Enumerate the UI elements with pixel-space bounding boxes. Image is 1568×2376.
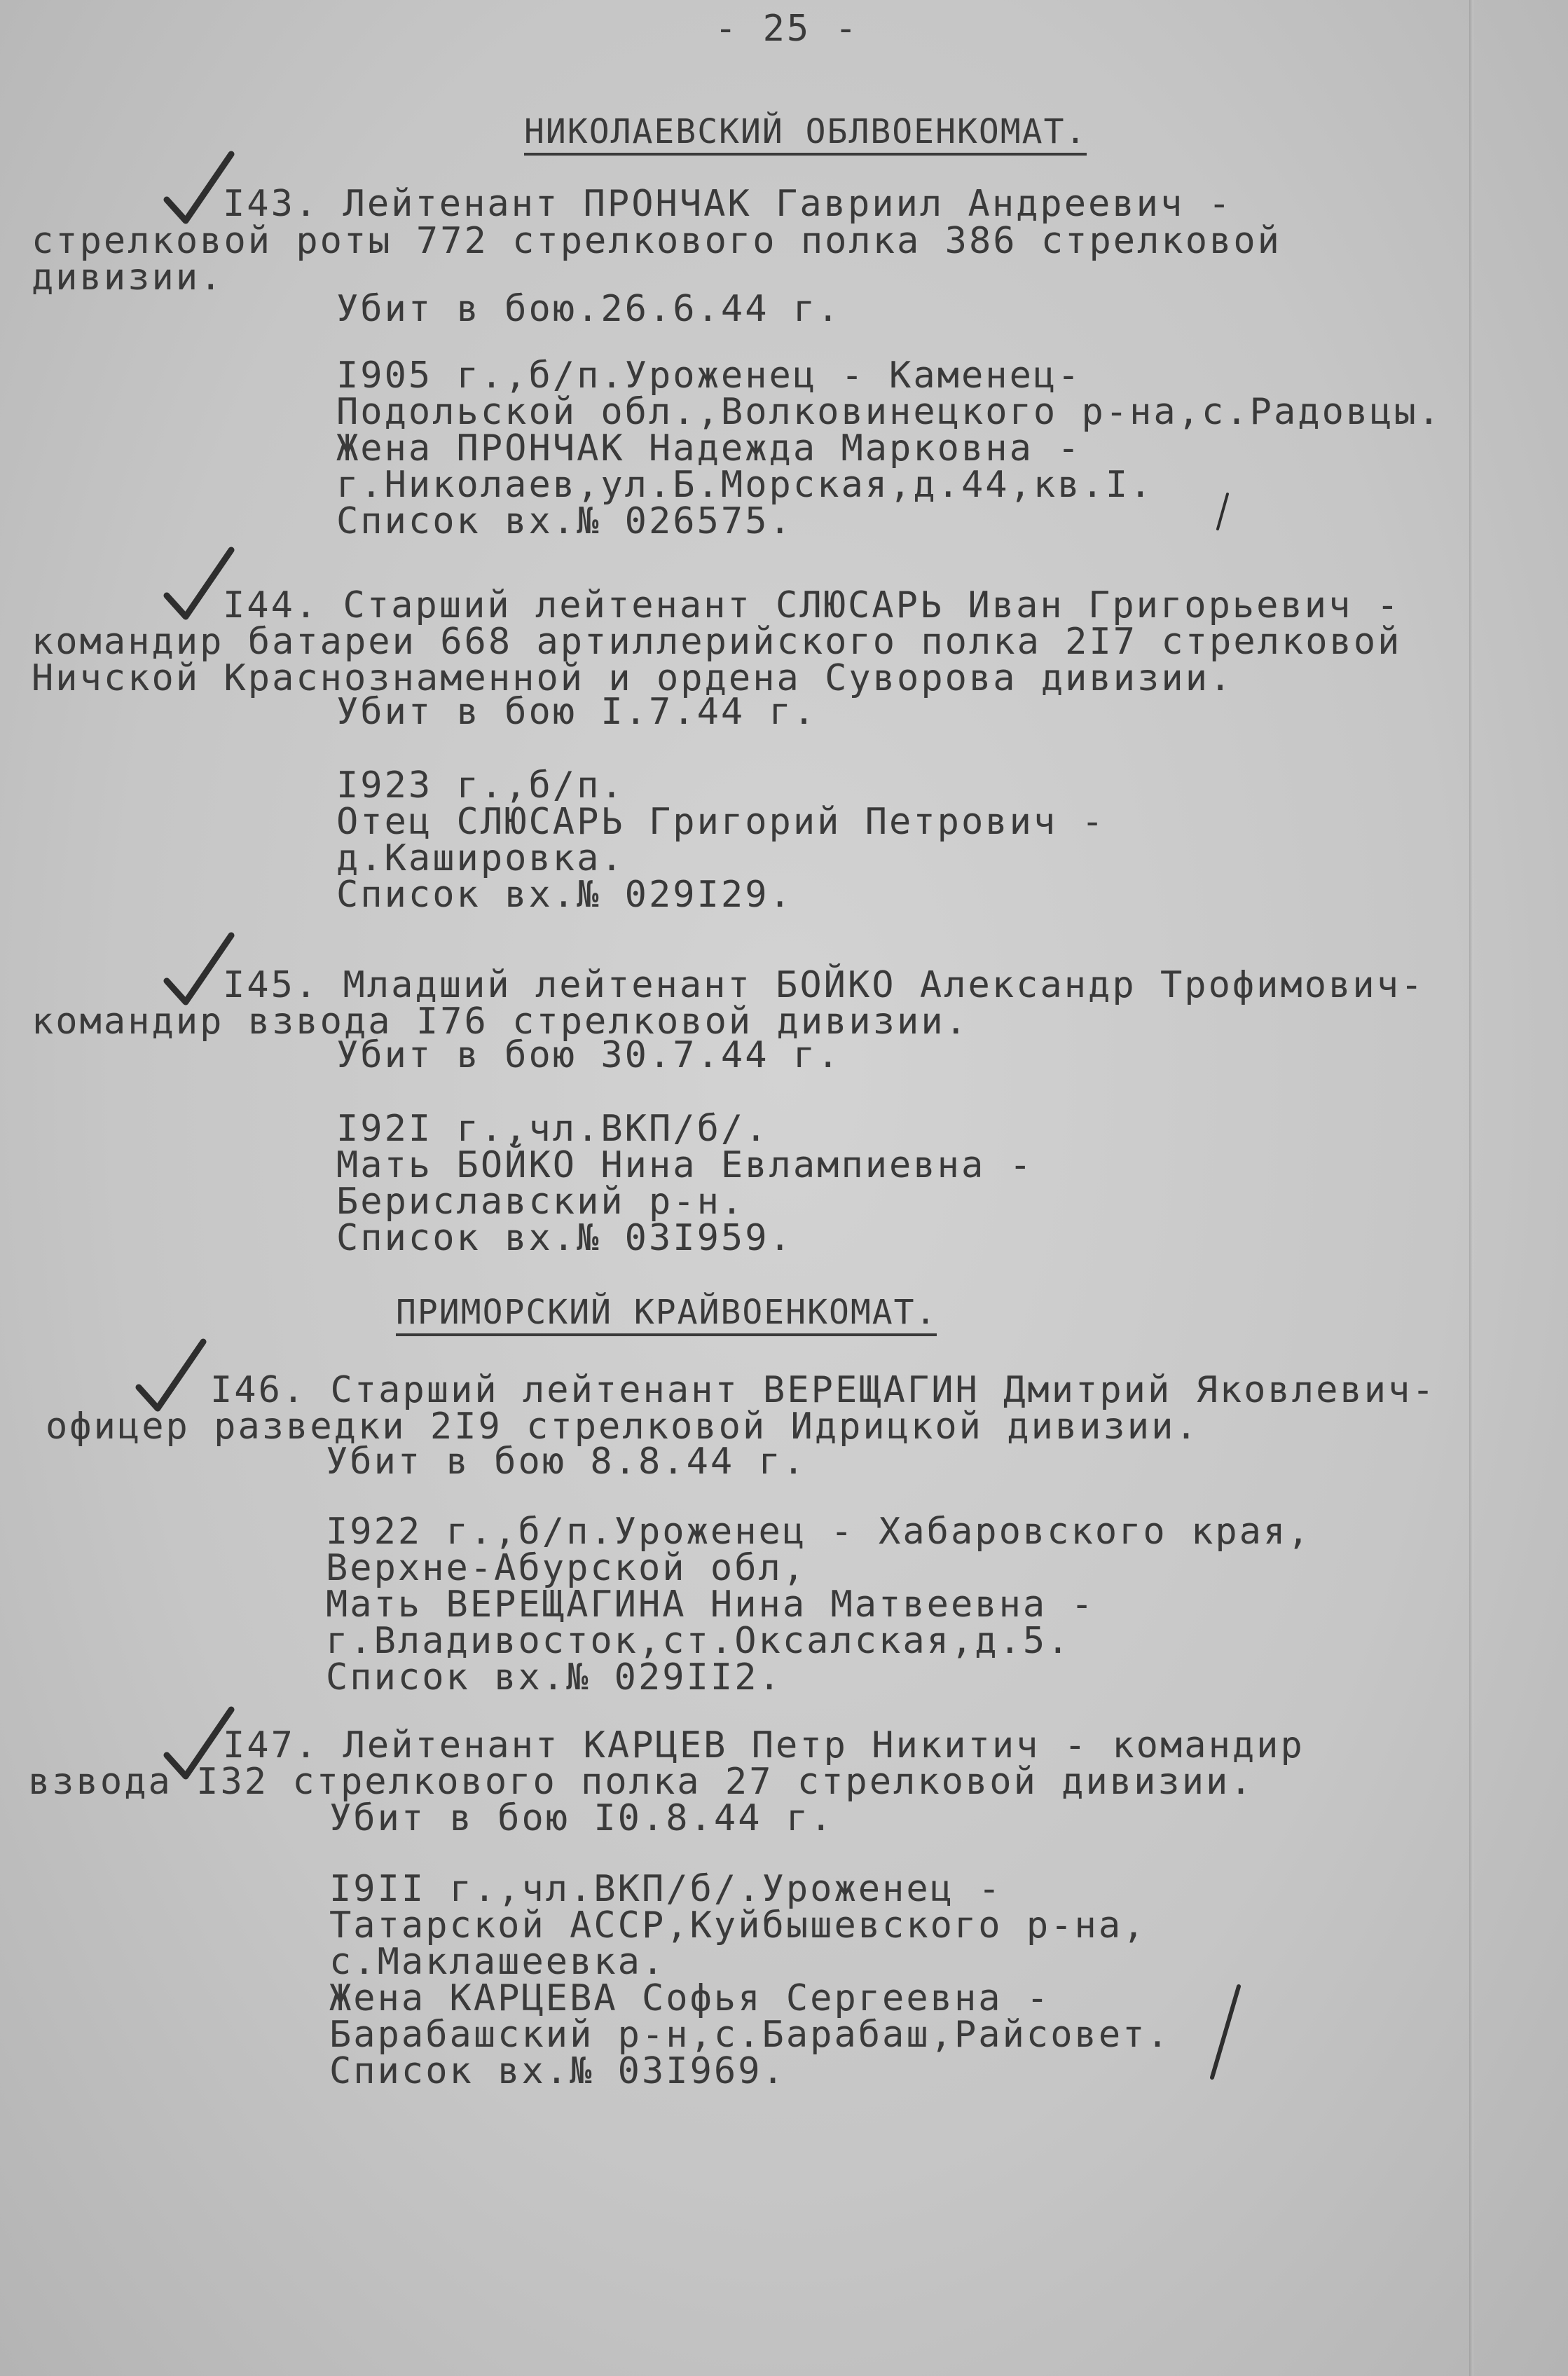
entry-143-line-5: I905 г.,б/п.Уроженец - Каменец- bbox=[336, 355, 1082, 397]
entry-147-line-6: с.Маклашеевка. bbox=[329, 1941, 666, 1983]
entry-147-line-3: Убит в бою I0.8.44 г. bbox=[329, 1797, 834, 1839]
entry-147-line-2: взвода I32 стрелкового полка 27 стрелковой дивизии. bbox=[28, 1761, 1254, 1803]
page-number: - 25 - bbox=[715, 8, 859, 50]
entry-143-line-1: I43. Лейтенант ПРОНЧАК Гавриил Андреевич - bbox=[223, 183, 1232, 225]
entry-147-line-9: Список вх.№ 03I969. bbox=[329, 2050, 786, 2092]
section-heading-nikolaev: НИКОЛАЕВСКИЙ ОБЛВОЕНКОМАТ. bbox=[524, 112, 1087, 156]
entry-146-line-4: I922 г.,б/п.Уроженец - Хабаровского края, bbox=[326, 1511, 1312, 1553]
entry-146-line-8: Список вх.№ 029II2. bbox=[326, 1656, 783, 1698]
entry-144-line-5: I923 г.,б/п. bbox=[336, 764, 625, 806]
entry-145-line-6: Бериславский р-н. bbox=[336, 1181, 745, 1223]
pencil-mark bbox=[1205, 1983, 1247, 2081]
page-fold bbox=[1469, 0, 1473, 2376]
entry-145-line-7: Список вх.№ 03I959. bbox=[336, 1217, 793, 1259]
entry-144-line-2: командир батареи 668 артиллерийского полка 2I7 стрелковой bbox=[32, 621, 1402, 663]
entry-147-line-4: I9II г.,чл.ВКП/б/.Уроженец - bbox=[329, 1868, 1003, 1910]
entry-143-line-4: Убит в бою.26.6.44 г. bbox=[336, 288, 841, 330]
entry-146-line-7: г.Владивосток,ст.Оксалская,д.5. bbox=[326, 1620, 1071, 1662]
entry-145-line-5: Мать БОЙКО Нина Евлампиевна - bbox=[336, 1144, 1033, 1186]
pencil-mark bbox=[1212, 490, 1233, 533]
entry-143-line-7: Жена ПРОНЧАК Надежда Марковна - bbox=[336, 427, 1082, 469]
entry-145-line-1: I45. Младший лейтенант БОЙКО Александр Трофимович- bbox=[223, 964, 1425, 1006]
entry-144-line-3: Ничской Краснознаменной и ордена Суворова дивизии. bbox=[32, 657, 1234, 699]
entry-143-line-2: стрелковой роты 772 стрелкового полка 386 стрелковой bbox=[32, 220, 1281, 262]
entry-144-line-8: Список вх.№ 029I29. bbox=[336, 874, 793, 916]
entry-144-line-1: I44. Старший лейтенант СЛЮСАРЬ Иван Григорьевич - bbox=[223, 584, 1401, 626]
checkmark-icon bbox=[133, 1338, 210, 1415]
entry-143-line-6: Подольской обл.,Волковинецкого р-на,с.Радовцы. bbox=[336, 391, 1443, 433]
entry-147-line-5: Татарской АССР,Куйбышевского р-на, bbox=[329, 1904, 1147, 1946]
entry-144-line-6: Отец СЛЮСАРЬ Григорий Петрович - bbox=[336, 801, 1106, 843]
entry-143-line-8: г.Николаев,ул.Б.Морская,д.44,кв.I. bbox=[336, 464, 1154, 506]
entry-145-line-2: командир взвода I76 стрелковой дивизии. bbox=[32, 1001, 969, 1043]
entry-143-line-3: дивизии. bbox=[32, 256, 224, 298]
entry-144-line-4: Убит в бою I.7.44 г. bbox=[336, 691, 818, 733]
entry-146-line-1: I46. Старший лейтенант ВЕРЕЩАГИН Дмитрий Яковлевич- bbox=[210, 1369, 1436, 1411]
entry-145-line-4: I92I г.,чл.ВКП/б/. bbox=[336, 1108, 769, 1150]
entry-146-line-2: офицер разведки 2I9 стрелковой Идрицкой дивизии. bbox=[46, 1406, 1199, 1448]
entry-146-line-6: Мать ВЕРЕЩАГИНА Нина Матвеевна - bbox=[326, 1584, 1095, 1626]
entry-147-line-1: I47. Лейтенант КАРЦЕВ Петр Никитич - командир bbox=[223, 1724, 1305, 1766]
entry-143-line-9: Список вх.№ 026575. bbox=[336, 500, 793, 542]
entry-147-line-7: Жена КАРЦЕВА Софья Сергеевна - bbox=[329, 1977, 1051, 2019]
entry-144-line-7: д.Кашировка. bbox=[336, 837, 625, 879]
entry-145-line-3: Убит в бою 30.7.44 г. bbox=[336, 1034, 841, 1076]
section-heading-primorsky: ПРИМОРСКИЙ КРАЙВОЕНКОМАТ. bbox=[396, 1293, 937, 1336]
entry-147-line-8: Барабашский р-н,с.Барабаш,Райсовет. bbox=[329, 2014, 1171, 2056]
entry-146-line-3: Убит в бою 8.8.44 г. bbox=[326, 1441, 807, 1483]
entry-146-line-5: Верхне-Абурской обл, bbox=[326, 1547, 807, 1589]
